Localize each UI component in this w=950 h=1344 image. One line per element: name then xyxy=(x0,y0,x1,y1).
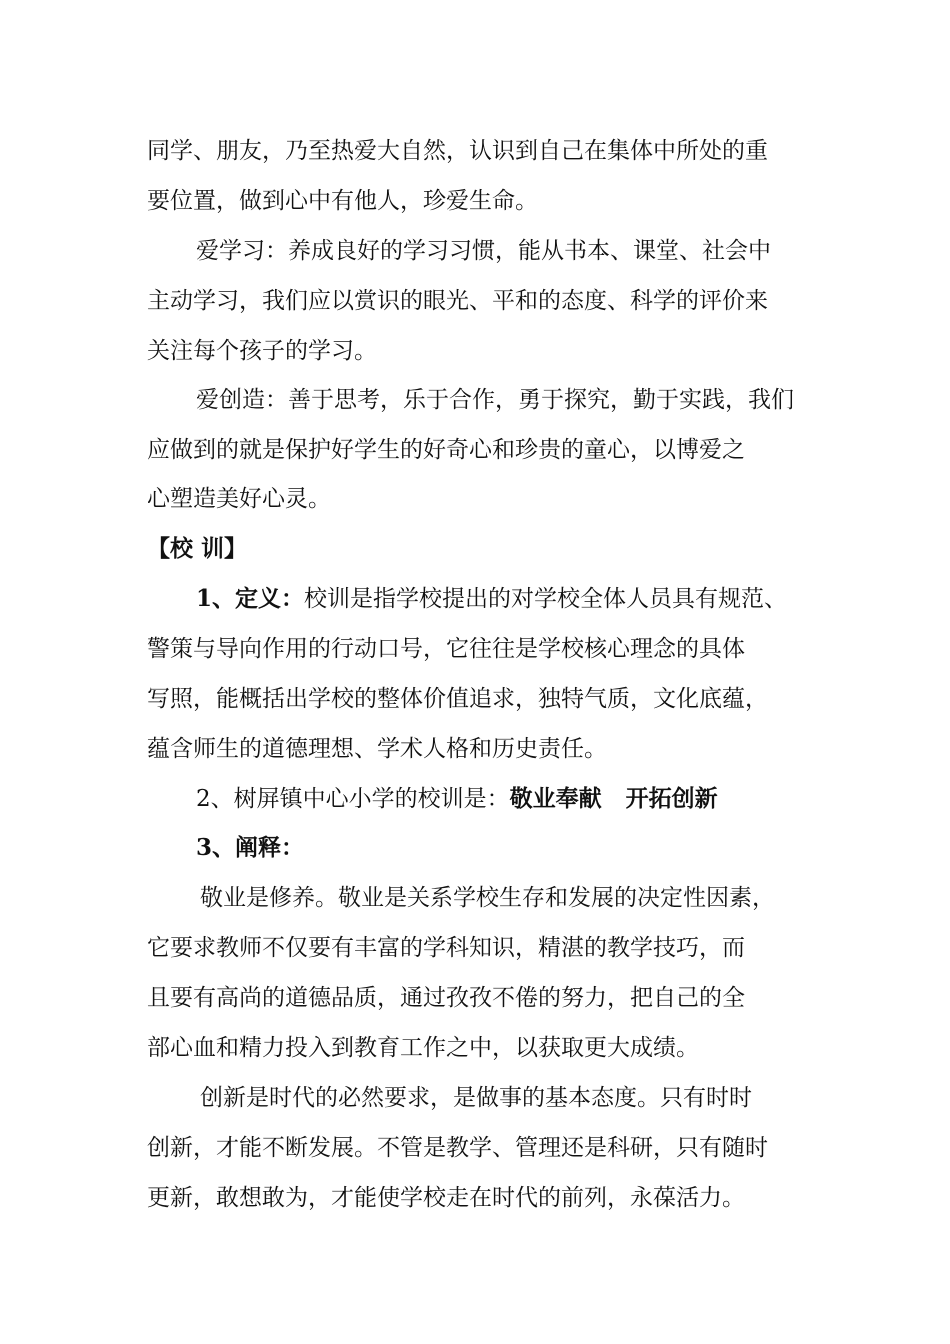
paragraph-line: 蕴含师生的道德理想、学术人格和历史责任。 xyxy=(147,736,607,762)
explanation-heading: 3、阐释： xyxy=(196,834,305,861)
paragraph-line: 更新，敢想敢为，才能使学校走在时代的前列，永葆活力。 xyxy=(147,1185,745,1211)
paragraph-line: 主动学习，我们应以赏识的眼光、平和的态度、科学的评价来 xyxy=(147,288,768,314)
paragraph-line: 心塑造美好心灵。 xyxy=(147,486,331,512)
definition-label: 1、定义： xyxy=(196,585,305,612)
school-motto-line xyxy=(196,784,718,814)
paragraph-line: 要位置，做到心中有他人，珍爱生命。 xyxy=(147,188,538,214)
paragraph-line: 创新是时代的必然要求，是做事的基本态度。只有时时 xyxy=(200,1085,752,1111)
love-creating-label: 爱创造： xyxy=(196,387,288,413)
paragraph-line: 且要有高尚的道德品质，通过孜孜不倦的努力，把自己的全 xyxy=(147,985,745,1011)
paragraph-line: 它要求教师不仅要有丰富的学科知识，精湛的教学技巧，而 xyxy=(147,935,745,961)
school-motto-part-2: 开拓创新 xyxy=(625,785,718,812)
paragraph-line: 写照，能概括出学校的整体价值追求，独特气质，文化底蕴， xyxy=(147,686,768,712)
paragraph-line: 应做到的就是保护好学生的好奇心和珍贵的童心，以博爱之 xyxy=(147,437,745,463)
school-motto-prefix: 2、树屏镇中心小学的校训是： xyxy=(196,786,510,812)
love-learning-label: 爱学习： xyxy=(196,238,288,264)
school-motto-part-1: 敬业奉献 xyxy=(509,785,602,812)
section-heading-school-motto: 【校 训】 xyxy=(147,535,248,562)
paragraph-line: 部心血和精力投入到教育工作之中，以获取更大成绩。 xyxy=(147,1035,699,1061)
paragraph-line: 同学、朋友，乃至热爱大自然，认识到自己在集体中所处的重 xyxy=(147,138,768,164)
love-learning-paragraph-first-line xyxy=(196,236,771,266)
paragraph-text: 养成良好的学习习惯，能从书本、课堂、社会中 xyxy=(288,238,771,264)
paragraph-text: 善于思考，乐于合作，勇于探究，勤于实践，我们 xyxy=(288,387,794,413)
paragraph-line: 警策与导向作用的行动口号，它往往是学校核心理念的具体 xyxy=(147,636,745,662)
paragraph-line: 创新，才能不断发展。不管是教学、管理还是科研，只有随时 xyxy=(147,1135,768,1161)
paragraph-line: 敬业是修养。敬业是关系学校生存和发展的决定性因素， xyxy=(200,885,775,911)
definition-paragraph-first-line xyxy=(196,584,787,614)
love-creating-paragraph-first-line xyxy=(196,385,794,415)
paragraph-text: 校训是指学校提出的对学校全体人员具有规范、 xyxy=(304,586,788,612)
paragraph-line: 关注每个孩子的学习。 xyxy=(147,338,377,364)
